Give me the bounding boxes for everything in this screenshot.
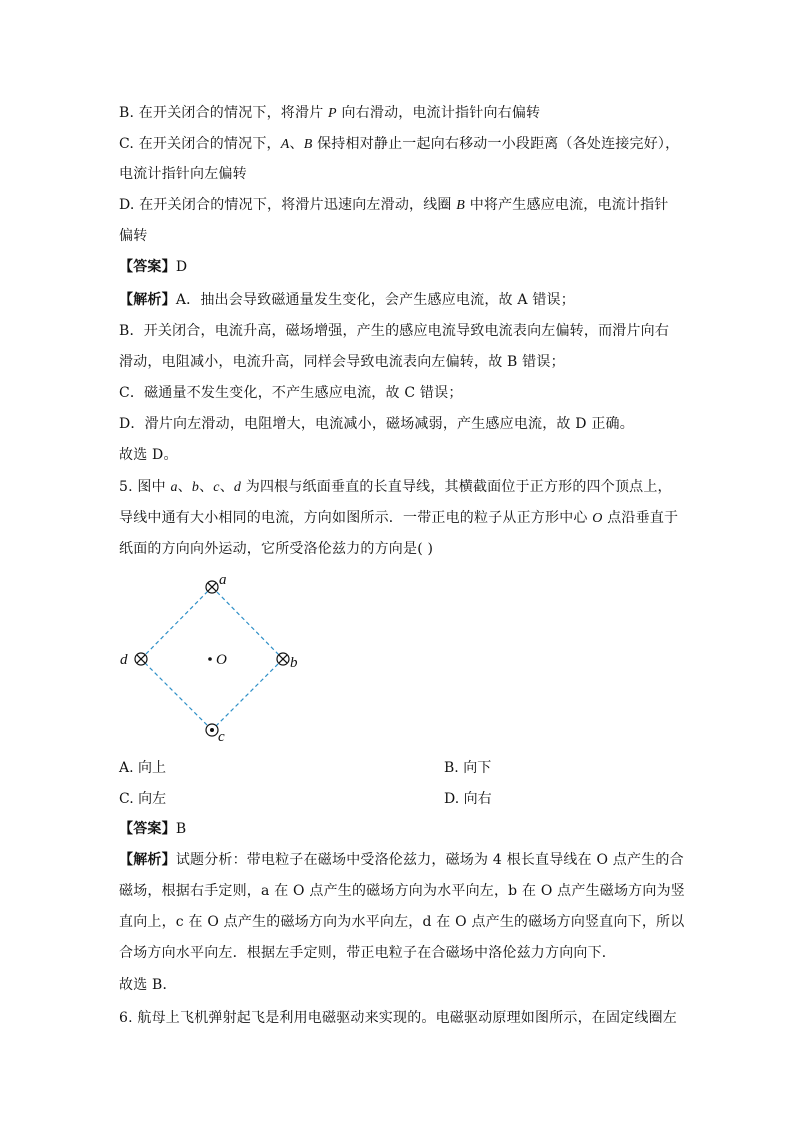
q5-conclusion: 故选 B． <box>119 977 177 993</box>
q5-analysis-3: 直向上，c 在 O 点产生的磁场方向为水平向左，d 在 O 点产生的磁场方向竖直向下，所以 <box>119 914 685 930</box>
q6-stem-line1: 6. 航母上飞机弹射起飞是利用电磁驱动来实现的。电磁驱动原理如图所示，在固定线圈左 <box>119 1010 678 1026</box>
q4-analysis-5: D．滑片向左滑动，电阻增大，电流减小，磁场减弱，产生感应电流，故 D 正确。 <box>119 416 634 432</box>
wire-a-into-page-icon <box>206 581 218 593</box>
label-o: O <box>216 652 227 668</box>
q4-option-d-line2: 偏转 <box>119 228 148 244</box>
q5-stem-line3: 纸面的方向向外运动，它所受洛伦兹力的方向是( ) <box>119 541 434 557</box>
label-d: d <box>120 652 128 668</box>
square-outline <box>141 587 283 730</box>
q5-option-c: C. 向左 <box>119 791 167 807</box>
q4-answer: 【答案】D <box>119 259 188 275</box>
q4-option-b: B. 在开关闭合的情况下，将滑片 P 向右滑动，电流计指针向右偏转 <box>119 105 541 121</box>
label-b: b <box>290 655 298 671</box>
q4-analysis-1: 【解析】A．抽出会导致磁通量发生变化，会产生感应电流，故 A 错误； <box>119 292 575 308</box>
q5-stem-line2: 导线中通有大小相同的电流，方向如图所示．一带正电的粒子从正方形中心 O 点沿垂直于 <box>119 510 679 526</box>
q4-analysis-3: 滑动，电阻减小，电流升高，同样会导致电流表向左偏转，故 B 错误； <box>119 354 565 370</box>
q4-analysis-2: B．开关闭合，电流升高，磁场增强，产生的感应电流导致电流表向左偏转，而滑片向右 <box>119 323 670 339</box>
wire-c-out-of-page-icon <box>206 724 218 736</box>
q5-stem-line1: 5. 图中 a、b、c、d 为四根与纸面垂直的长直导线，其横截面位于正方形的四个顶点上， <box>119 479 672 495</box>
q5-analysis-1: 【解析】试题分析：带电粒子在磁场中受洛伦兹力，磁场为 4 根长直导线在 O 点产生的合 <box>119 852 684 868</box>
q5-option-a: A. 向上 <box>119 760 167 776</box>
q4-option-d-line1: D. 在开关闭合的情况下，将滑片迅速向左滑动，线圈 B 中将产生感应电流，电流计指针 <box>119 197 669 213</box>
label-a: a <box>219 572 227 588</box>
q4-conclusion: 故选 D。 <box>119 447 178 463</box>
center-point-o <box>208 657 212 661</box>
q5-analysis-4: 合场方向水平向左．根据左手定则，带正电粒子在合磁场中洛伦兹力方向向下． <box>119 945 616 961</box>
wire-square-diagram <box>112 570 312 750</box>
label-c: c <box>218 729 225 745</box>
q4-analysis-4: C．磁通量不发生变化，不产生感应电流，故 C 错误； <box>119 385 463 401</box>
q5-option-d: D. 向右 <box>444 791 492 807</box>
q5-analysis-2: 磁场，根据右手定则，a 在 O 点产生的磁场方向为水平向左，b 在 O 点产生磁场方向为竖 <box>119 883 685 899</box>
wire-b-into-page-icon <box>277 653 289 665</box>
q5-option-b: B. 向下 <box>444 760 492 776</box>
q5-answer: 【答案】B <box>119 821 187 837</box>
q4-option-c-line1: C. 在开关闭合的情况下，A、B 保持相对静止一起向右移动一小段距离（各处连接完好）， <box>119 136 680 152</box>
wire-d-into-page-icon <box>135 653 147 665</box>
q4-option-c-line2: 电流计指针向左偏转 <box>119 166 247 182</box>
